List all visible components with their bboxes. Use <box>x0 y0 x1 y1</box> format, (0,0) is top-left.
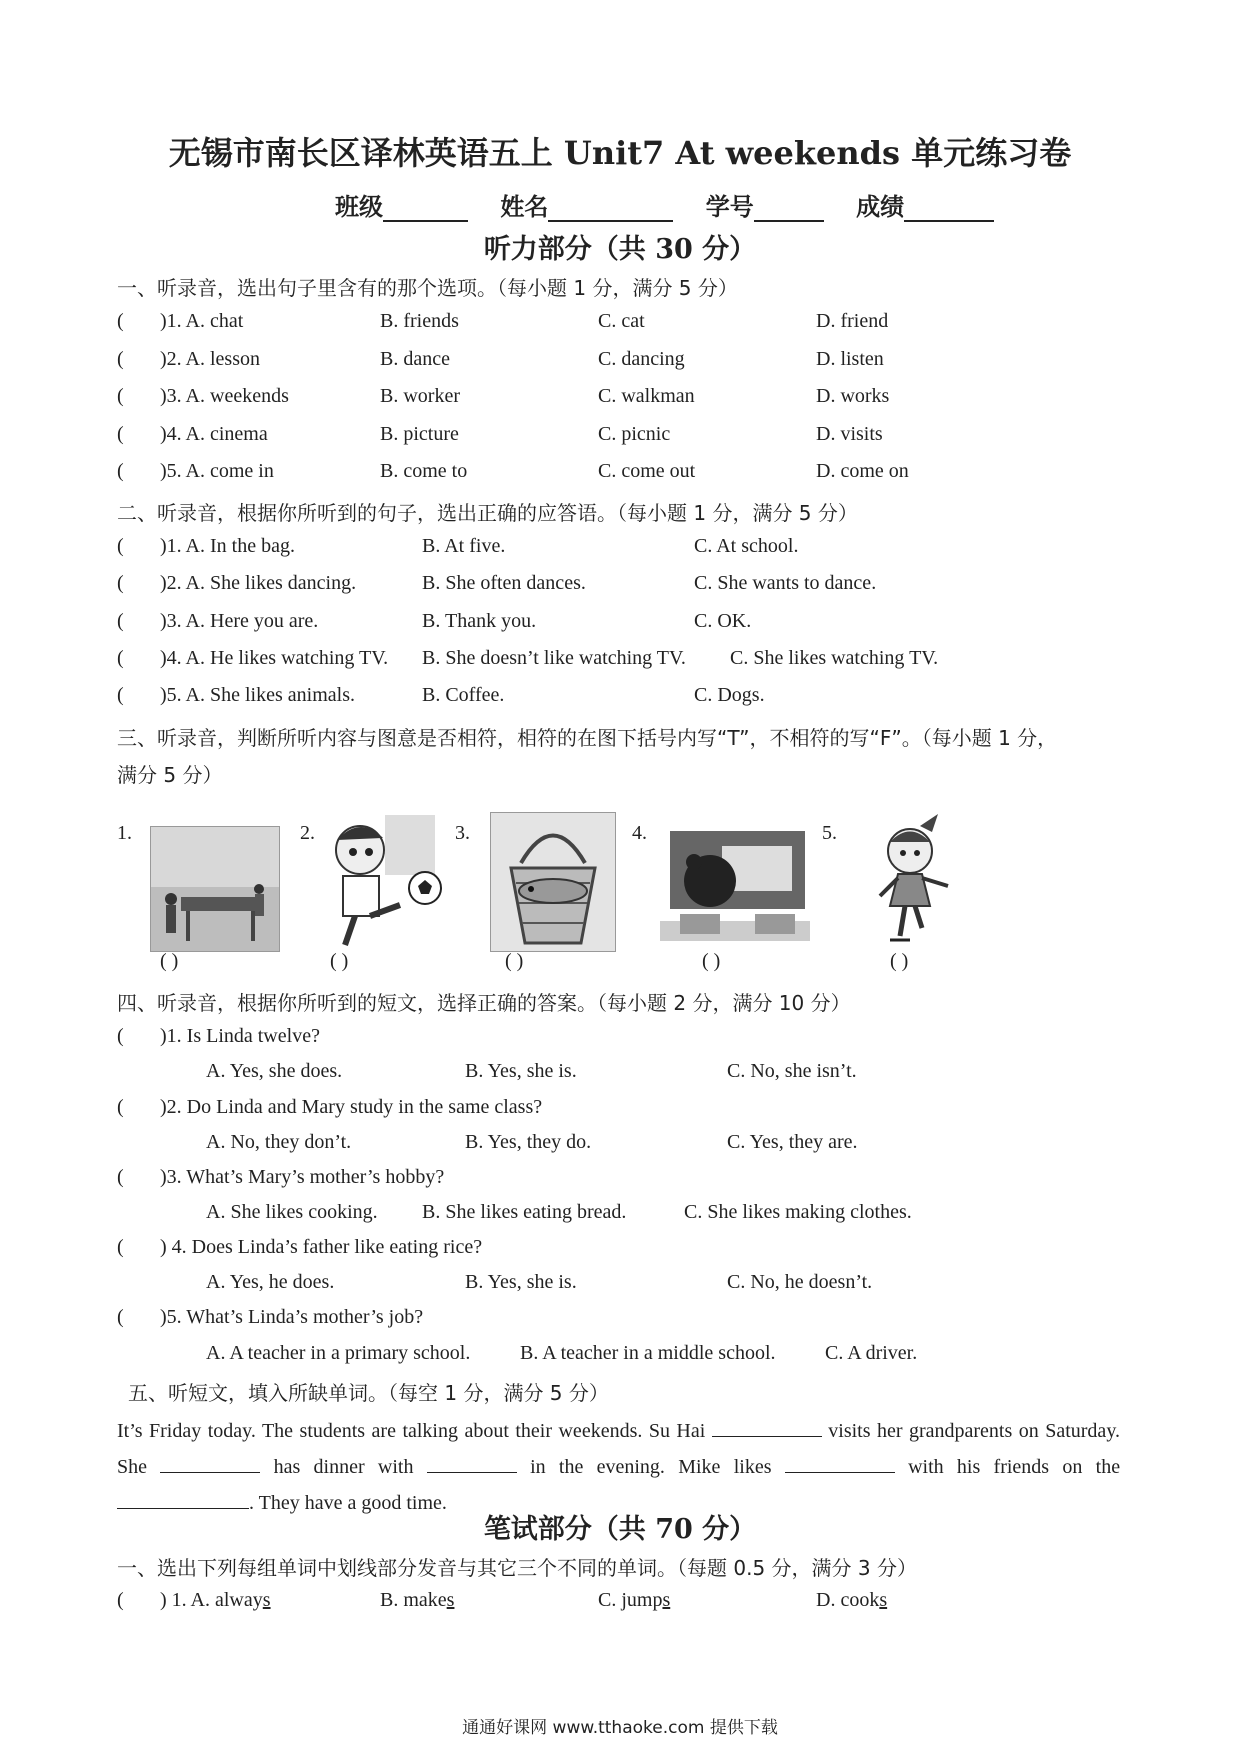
question: )1. A. chat <box>160 310 244 332</box>
page-title: 无锡市南长区译林英语五上 Unit7 At weekends 单元练习卷 <box>168 134 1072 172</box>
paren[interactable]: ( <box>117 535 124 557</box>
option-b: B. Yes, she is. <box>465 1271 577 1293</box>
answer-paren-3[interactable]: ( ) <box>505 950 524 972</box>
option-b: B. At five. <box>422 535 506 557</box>
fill-in-passage <box>117 1413 1120 1521</box>
paren[interactable]: ( <box>117 423 124 445</box>
option-text: B. make <box>380 1589 447 1611</box>
question: ) 4. Does Linda’s father like eating rice? <box>160 1236 483 1258</box>
option-text: D. cook <box>816 1589 880 1611</box>
question: )5. A. She likes animals. <box>160 684 355 706</box>
paren[interactable]: ( <box>117 460 124 482</box>
number-blank[interactable] <box>754 196 824 222</box>
option-b: B. A teacher in a middle school. <box>520 1342 776 1364</box>
blank-3[interactable] <box>427 1454 517 1473</box>
passage-text: has dinner with <box>273 1456 414 1478</box>
pic-label: 4. <box>632 822 647 844</box>
paren[interactable]: ( <box>117 385 124 407</box>
option-d: D. friend <box>816 310 889 332</box>
pic-label: 5. <box>822 822 837 844</box>
option-c: C. Dogs. <box>694 684 765 706</box>
paren[interactable]: ( <box>117 310 124 332</box>
option-a: A. Yes, she does. <box>206 1060 343 1082</box>
answer-paren-4[interactable]: ( ) <box>702 950 721 972</box>
underlined-letter: s <box>446 1589 455 1611</box>
option-c: C. OK. <box>694 610 752 632</box>
part1-instruction: 一、听录音，选出句子里含有的那个选项。（每小题 1 分，满分 5 分） <box>117 276 738 300</box>
question: )5. What’s Linda’s mother’s job? <box>160 1306 424 1328</box>
option-c: C. come out <box>598 460 696 482</box>
option-b: B. Thank you. <box>422 610 537 632</box>
paren[interactable]: ( <box>117 647 124 669</box>
passage-text: It’s Friday today. The students are talking about their weekends. Su Hai <box>117 1420 706 1442</box>
option-text: C. jump <box>598 1589 663 1611</box>
answer-paren-5[interactable]: ( ) <box>890 950 909 972</box>
paren[interactable]: ( <box>117 1025 124 1047</box>
number-label: 学号 <box>705 193 754 221</box>
option-b: B. She often dances. <box>422 572 586 594</box>
option-d: D. listen <box>816 348 884 370</box>
student-info <box>335 187 1018 222</box>
option-c: C. dancing <box>598 348 685 370</box>
part2-instruction: 二、听录音，根据你所听到的句子，选出正确的应答语。（每小题 1 分，满分 5 分） <box>117 501 858 525</box>
question <box>160 1589 271 1612</box>
question: )3. A. weekends <box>160 385 289 407</box>
score-label: 成绩 <box>856 193 905 221</box>
question: )4. A. cinema <box>160 423 268 445</box>
option-d <box>816 1589 887 1612</box>
option-a: A. Yes, he does. <box>206 1271 335 1293</box>
question: )1. A. In the bag. <box>160 535 295 557</box>
writing-header: 笔试部分（共 70 分） <box>483 1514 757 1545</box>
passage-text: visits her grandparents on Saturday. She <box>117 1420 1121 1478</box>
option-b: B. Yes, she is. <box>465 1060 577 1082</box>
writing-part1-instruction: 一、选出下列每组单词中划线部分发音与其它三个不同的单词。（每题 0.5 分，满分 3 分） <box>117 1556 917 1580</box>
answer-paren-1[interactable]: ( ) <box>160 950 179 972</box>
blank-1[interactable] <box>712 1418 822 1437</box>
option-c: C. She wants to dance. <box>694 572 877 594</box>
pic-label: 3. <box>455 822 470 844</box>
underlined-letter: s <box>662 1589 671 1611</box>
option-c: C. She likes making clothes. <box>684 1201 912 1223</box>
option-c: C. At school. <box>694 535 799 557</box>
score-blank[interactable] <box>904 196 994 222</box>
question: )2. A. lesson <box>160 348 260 370</box>
option-c: C. Yes, they are. <box>727 1131 858 1153</box>
passage-text: with his friends on the <box>908 1456 1121 1478</box>
watching-tv-picture <box>660 826 810 950</box>
option-c: C. A driver. <box>825 1342 918 1364</box>
listening-header: 听力部分（共 30 分） <box>483 234 757 265</box>
option-b: B. worker <box>380 385 460 407</box>
name-blank[interactable] <box>548 196 673 222</box>
question: )2. Do Linda and Mary study in the same class? <box>160 1096 543 1118</box>
passage-text: in the evening. Mike likes <box>530 1456 772 1478</box>
option-b: B. Yes, they do. <box>465 1131 592 1153</box>
football-boy-picture <box>315 810 445 950</box>
pic-label: 1. <box>117 822 132 844</box>
part3-instruction: 三、听录音，判断所听内容与图意是否相符，相符的在图下括号内写“T”，不相符的写“F”。（每小题 1 分， <box>117 726 1058 750</box>
question: )5. A. come in <box>160 460 274 482</box>
paren[interactable]: ( <box>117 1096 124 1118</box>
paren[interactable]: ( <box>117 1306 124 1328</box>
paren[interactable]: ( <box>117 1166 124 1188</box>
option-b: B. Coffee. <box>422 684 505 706</box>
option-c <box>598 1589 670 1612</box>
paren[interactable]: ( <box>117 572 124 594</box>
option-c: C. No, he doesn’t. <box>727 1271 873 1293</box>
underlined-letter: s <box>879 1589 888 1611</box>
option-b: B. picture <box>380 423 459 445</box>
table-tennis-picture <box>150 826 280 952</box>
blank-2[interactable] <box>160 1454 260 1473</box>
option-b: B. She likes eating bread. <box>422 1201 627 1223</box>
paren[interactable]: ( <box>117 348 124 370</box>
option-a: A. A teacher in a primary school. <box>206 1342 471 1364</box>
paren[interactable]: ( <box>117 610 124 632</box>
question: )4. A. He likes watching TV. <box>160 647 389 669</box>
option-a: A. She likes cooking. <box>206 1201 378 1223</box>
passage-text: . They have a good time. <box>249 1492 447 1514</box>
skating-girl-picture <box>860 806 960 950</box>
question: )2. A. She likes dancing. <box>160 572 357 594</box>
option-d: D. visits <box>816 423 883 445</box>
question-text: ) 1. A. alway <box>160 1589 263 1611</box>
question: )1. Is Linda twelve? <box>160 1025 320 1047</box>
footer: 通通好课网 www.tthaoke.com 提供下载 <box>462 1718 778 1738</box>
part3-instruction-2: 满分 5 分） <box>117 763 223 787</box>
option-a: A. No, they don’t. <box>206 1131 352 1153</box>
blank-4[interactable] <box>785 1454 895 1473</box>
paren[interactable]: ( <box>117 1589 124 1611</box>
part5-instruction: 五、听短文，填入所缺单词。（每空 1 分，满分 5 分） <box>128 1381 609 1405</box>
option-b: B. She doesn’t like watching TV. <box>422 647 686 669</box>
option-d: D. come on <box>816 460 909 482</box>
paren[interactable]: ( <box>117 684 124 706</box>
name-label: 姓名 <box>500 193 549 221</box>
option-b <box>380 1589 454 1612</box>
fish-basket-picture <box>490 812 616 952</box>
option-c: C. She likes watching TV. <box>730 647 939 669</box>
option-c: C. walkman <box>598 385 695 407</box>
option-b: B. dance <box>380 348 450 370</box>
option-c: C. cat <box>598 310 645 332</box>
question: )3. What’s Mary’s mother’s hobby? <box>160 1166 445 1188</box>
option-d: D. works <box>816 385 890 407</box>
class-blank[interactable] <box>383 196 468 222</box>
option-b: B. come to <box>380 460 468 482</box>
option-b: B. friends <box>380 310 459 332</box>
paren[interactable]: ( <box>117 1236 124 1258</box>
option-c: C. No, she isn’t. <box>727 1060 857 1082</box>
answer-paren-2[interactable]: ( ) <box>330 950 349 972</box>
part4-instruction: 四、听录音，根据你所听到的短文，选择正确的答案。（每小题 2 分，满分 10 分） <box>117 991 851 1015</box>
option-c: C. picnic <box>598 423 671 445</box>
class-label: 班级 <box>335 193 383 221</box>
question: )3. A. Here you are. <box>160 610 319 632</box>
pic-label: 2. <box>300 822 315 844</box>
underlined-letter: s <box>262 1589 271 1611</box>
